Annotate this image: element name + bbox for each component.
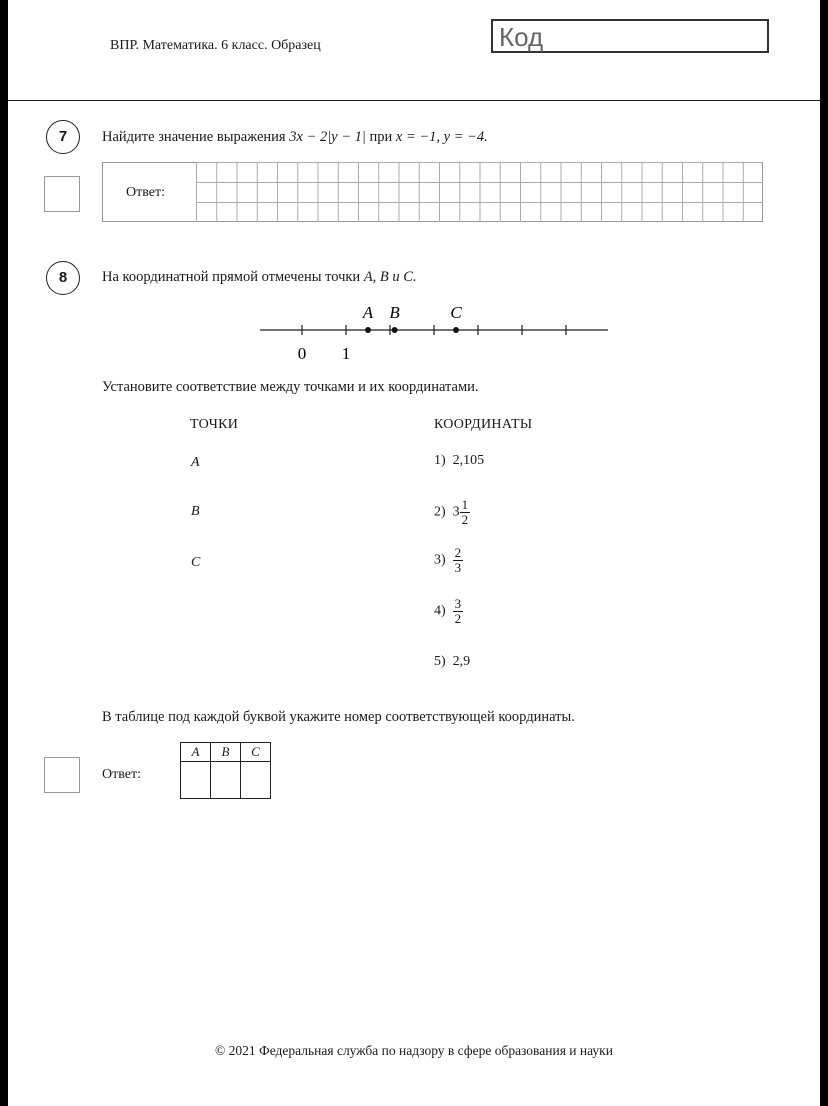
number-line-point-b — [392, 327, 398, 333]
coordinate-item-1-value: 2,105 — [452, 453, 485, 468]
question-7-condition: x = −1, y = −4. — [395, 129, 488, 145]
point-item-a: A — [191, 455, 200, 470]
fraction-numerator: 3 — [454, 596, 462, 611]
coordinate-item-4-number: 4) — [434, 603, 446, 619]
question-7-expression: 3x − 2|y − 1| — [289, 129, 366, 145]
fraction-denominator: 2 — [461, 512, 469, 527]
answer-cell-a[interactable] — [181, 762, 211, 799]
number-line-point-a — [365, 327, 371, 333]
number-line-point-label-a: A — [362, 303, 374, 322]
answer-table-header-b: B — [211, 743, 241, 762]
question-7-answer-grid[interactable] — [196, 162, 763, 222]
question-7-mid: при — [369, 129, 393, 145]
question-8-number: 8 — [46, 261, 80, 295]
number-line-point-label-b: B — [389, 303, 400, 322]
answer-cell-b[interactable] — [211, 762, 241, 799]
question-7-text — [102, 129, 488, 146]
question-7-answer-label: Ответ: — [126, 185, 165, 200]
answer-table-header-a: A — [181, 743, 211, 762]
coordinate-item-2 — [434, 498, 470, 527]
coordinate-item-2-whole: 3 — [452, 504, 460, 520]
answer-table-header-c: C — [241, 743, 271, 762]
coordinate-item-2-number: 2) — [434, 504, 446, 520]
number-line-point-c — [453, 327, 459, 333]
coordinate-item-3-fraction — [453, 546, 464, 575]
question-8-instruction: Установите соответствие между точками и их координатами. — [102, 379, 479, 395]
coordinate-item-4 — [434, 597, 463, 626]
exam-page — [8, 0, 820, 1106]
points-heading: ТОЧКИ — [190, 417, 239, 432]
question-7-prefix: Найдите значение выражения — [102, 129, 286, 145]
coordinate-item-5-value: 2,9 — [452, 654, 471, 669]
answer-table — [180, 742, 271, 799]
answer-cell-c[interactable] — [241, 762, 271, 799]
coordinates-heading: КООРДИНАТЫ — [434, 417, 533, 432]
fraction-denominator: 3 — [454, 560, 462, 575]
question-8-text — [102, 269, 417, 286]
coordinate-item-3 — [434, 546, 463, 575]
code-field[interactable]: Код — [491, 19, 769, 53]
question-8-score-box — [44, 757, 80, 793]
number-line — [248, 302, 628, 364]
number-line-points — [362, 303, 463, 333]
header-title: ВПР. Математика. 6 класс. Образец — [110, 38, 321, 53]
coordinate-item-1 — [434, 453, 484, 469]
table-instruction: В таблице под каждой буквой укажите номер соответствующей координаты. — [102, 709, 575, 725]
coordinate-item-5-number: 5) — [434, 654, 446, 669]
number-line-label-zero: 0 — [297, 344, 307, 363]
question-8-answer-label: Ответ: — [102, 767, 141, 782]
question-8-prefix: На координатной прямой отмечены точки — [102, 269, 361, 285]
question-8-points-text: A, B и C. — [363, 269, 417, 285]
fraction-numerator: 1 — [461, 497, 469, 512]
question-7-score-box — [44, 176, 80, 212]
fraction-numerator: 2 — [454, 545, 462, 560]
coordinate-item-3-number: 3) — [434, 552, 446, 568]
number-line-point-label-c: C — [450, 303, 462, 322]
point-item-c: C — [191, 555, 201, 570]
coordinate-item-4-fraction — [453, 597, 464, 626]
number-line-label-one: 1 — [341, 344, 351, 363]
question-7-number: 7 — [46, 120, 80, 154]
coordinate-item-5 — [434, 654, 470, 670]
fraction-denominator: 2 — [454, 611, 462, 626]
header-divider — [8, 100, 820, 101]
coordinate-item-1-number: 1) — [434, 453, 446, 468]
point-item-b: B — [191, 504, 200, 519]
coordinate-item-2-fraction — [460, 498, 471, 527]
footer-copyright: © 2021 Федеральная служба по надзору в сфере образования и науки — [215, 1043, 613, 1058]
